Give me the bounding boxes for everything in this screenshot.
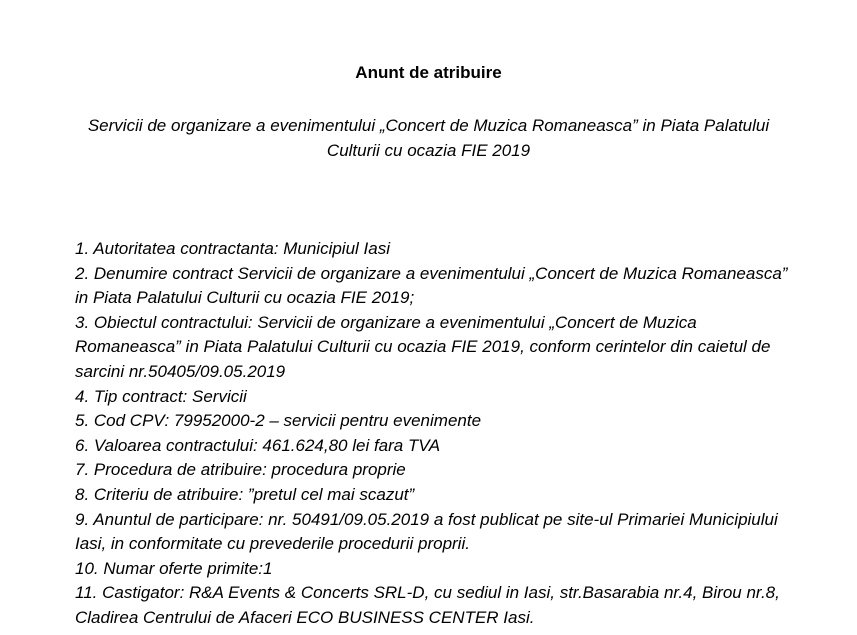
list-item: 5. Cod CPV: 79952000-2 – servicii pentru evenimente: [75, 411, 482, 431]
list-item: 11. Castigator: R&A Events & Concerts SRL-D, cu sediul in Iasi, str.Basarabia nr.4, Birou nr.8, Cladirea Centrului de Afaceri ECO BUSINESS CENTER Iasi.: [75, 583, 780, 627]
list-item: 1. Autoritatea contractanta: Municipiul Iasi: [75, 239, 390, 258]
list-item: 9. Anuntul de participare: nr. 50491/09.05.2019 a fost publicat pe site-ul Primariei Municipiului Iasi, in conformitate cu prevederile procedurii proprii.: [75, 509, 778, 554]
list-item: 3. Obiectul contractului: Servicii de organizare a evenimentului „Concert de Muzica Romaneasca” in Piata Palatului Culturii cu ocazia FIE 2019, conform cerintelor din caietul de sarcini nr.50405/09.05.2019: [75, 312, 771, 381]
list-item: 10. Numar oferte primite:1: [75, 558, 273, 578]
announcement-items: [75, 237, 795, 631]
list-item: 7. Procedura de atribuire: procedura proprie: [75, 460, 406, 480]
document-subtitle: Servicii de organizare a evenimentului „Concert de Muzica Romaneasca” in Piata Palatului Culturii cu ocazia FIE 2019: [87, 116, 770, 160]
list-item: 4. Tip contract: Servicii: [75, 386, 247, 406]
document-title: Anunt de atribuire: [355, 63, 502, 82]
list-item: 8. Criteriu de atribuire: ”pretul cel mai scazut”: [75, 484, 415, 504]
list-item: 6. Valoarea contractului: 461.624,80 lei fara TVA: [75, 435, 441, 455]
list-item: 2. Denumire contract Servicii de organizare a evenimentului „Concert de Muzica Romaneasca” in Piata Palatului Culturii cu ocazia FIE 2019;: [75, 263, 788, 308]
